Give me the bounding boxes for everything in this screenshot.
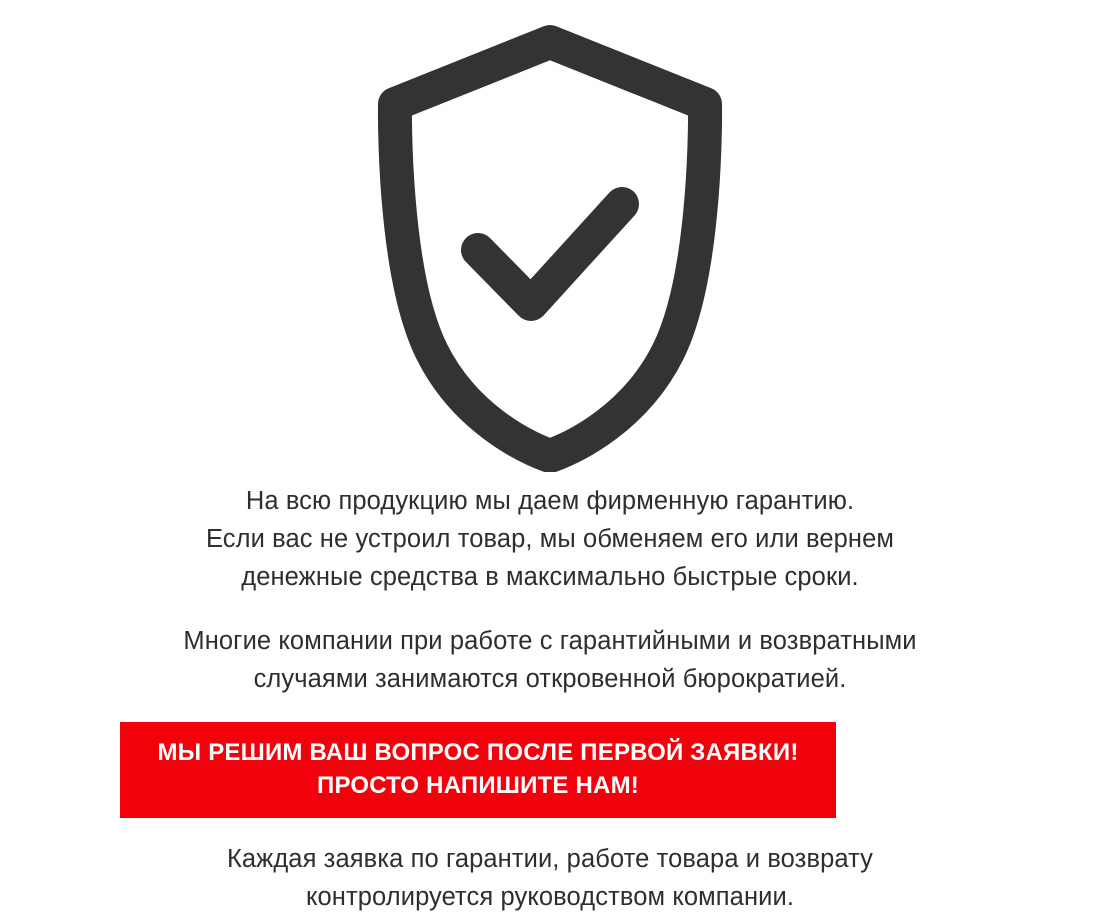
paragraph-warranty: [120, 482, 980, 596]
paragraph-bureaucracy: [120, 622, 980, 698]
paragraph-bureaucracy-line-2: случаями занимаются откровенной бюрократией.: [253, 665, 847, 693]
paragraph-warranty-line-1: На всю продукцию мы даем фирменную гарантию.: [245, 487, 855, 515]
highlight-banner: [120, 722, 836, 818]
paragraph-control-line-2: контролируется руководством компании.: [305, 883, 795, 911]
shield-check-icon: [340, 22, 760, 472]
text-block: [120, 472, 980, 916]
highlight-banner-line-2: ПРОСТО НАПИШИТЕ НАМ!: [317, 772, 639, 799]
paragraph-control-line-1: Каждая заявка по гарантии, работе товара и возврату: [226, 845, 874, 873]
highlight-banner-line-1: МЫ РЕШИМ ВАШ ВОПРОС ПОСЛЕ ПЕРВОЙ ЗАЯВКИ!: [157, 739, 799, 766]
paragraph-bureaucracy-line-1: Многие компании при работе с гарантийными и возвратными: [183, 627, 917, 655]
paragraph-warranty-line-2: Если вас не устроил товар, мы обменяем его или вернем: [205, 525, 895, 553]
paragraph-warranty-line-3: денежные средства в максимально быстрые сроки.: [241, 563, 859, 591]
paragraph-control: [120, 840, 980, 916]
